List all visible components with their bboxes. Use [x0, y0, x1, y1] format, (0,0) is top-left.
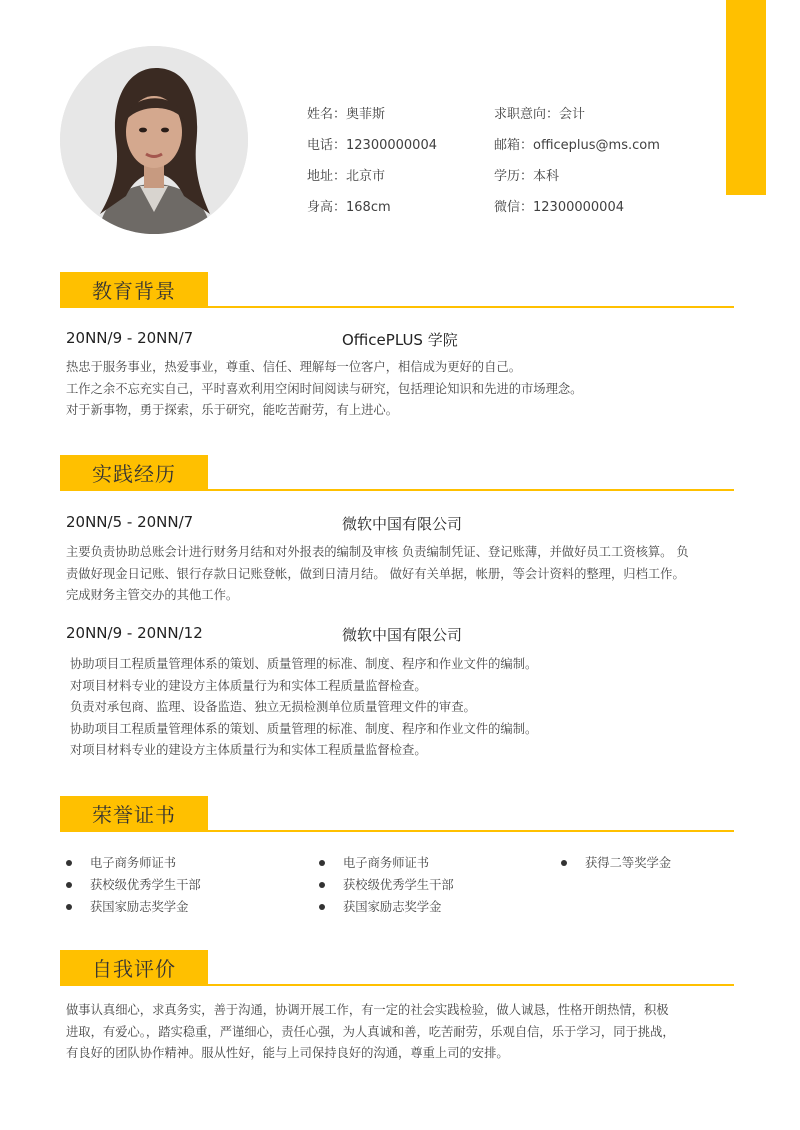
profile-education: 学历：本科 [494, 169, 560, 184]
section-title: 自我评价 [60, 950, 208, 984]
paragraph-line: 做事认真细心，求真务实，善于沟通，协调开展工作，有一定的社会实践检验，做人诚恳，性格开朗热情，积极 [66, 1003, 669, 1017]
bullet-icon [66, 904, 72, 910]
experience-2-date: 20NN/9 - 20NN/12 [66, 624, 203, 642]
paragraph-line: 对项目材料专业的建设方主体质量行为和实体工程质量监督检查。 [70, 678, 427, 693]
section-education-header [60, 272, 734, 308]
section-self-eval-header [60, 950, 734, 986]
experience-1-date: 20NN/5 - 20NN/7 [66, 513, 194, 531]
profile-name: 姓名：奥菲斯 [307, 107, 386, 122]
avatar [60, 46, 248, 234]
bullet-icon [319, 904, 325, 910]
profile-phone: 电话：12300000004 [307, 138, 437, 153]
bullet-icon [66, 860, 72, 866]
section-divider [60, 984, 734, 986]
self-eval-description [66, 1000, 675, 1065]
education-date: 20NN/9 - 20NN/7 [66, 329, 194, 347]
paragraph-line: 负责对承包商、监理、设备监造、独立无损检测单位质量管理文件的审查。 [70, 700, 476, 715]
paragraph-line: 主要负责协助总账会计进行财务月结和对外报表的编制及审核 负责编制凭证、登记账薄，并做好员工工资核算。 负 [66, 545, 689, 559]
section-divider [60, 306, 734, 308]
portrait-photo [60, 46, 248, 234]
experience-1-company: 微软中国有限公司 [342, 515, 463, 533]
paragraph-line: 责做好现金日记账、银行存款日记账登帐，做到日清月结。 做好有关单据，帐册，等会计资料的整理，归档工作。 [66, 566, 685, 581]
section-experience-header [60, 455, 734, 491]
section-divider [60, 489, 734, 491]
experience-2-company: 微软中国有限公司 [342, 626, 463, 644]
bullet-icon [319, 860, 325, 866]
education-school: OfficePLUS 学院 [342, 331, 458, 349]
honor-item: 获国家励志奖学金 [66, 897, 188, 915]
paragraph-line: 对于新事物，勇于探索，乐于研究，能吃苦耐劳，有上进心。 [66, 403, 399, 418]
decorative-accent-bar [726, 0, 766, 195]
honor-item: 获校级优秀学生干部 [66, 875, 201, 893]
profile-address: 地址：北京市 [307, 169, 386, 184]
honor-item: 获得二等奖学金 [561, 853, 671, 871]
paragraph-line: 完成财务主管交办的其他工作。 [66, 588, 239, 603]
paragraph-line: 工作之余不忘充实自己，平时喜欢利用空闲时间阅读与研究，包括理论知识和先进的市场理念。 [66, 381, 583, 396]
bullet-icon [319, 882, 325, 888]
section-title: 荣誉证书 [60, 796, 208, 830]
honor-item: 获校级优秀学生干部 [319, 875, 454, 893]
profile-email: 邮箱：officeplus@ms.com [494, 138, 660, 153]
experience-2-description [70, 654, 537, 762]
honor-item: 电子商务师证书 [66, 853, 176, 871]
bullet-icon [66, 882, 72, 888]
bullet-icon [561, 860, 567, 866]
paragraph-line: 协助项目工程质量管理体系的策划、质量管理的标准、制度、程序和作业文件的编制。 [70, 657, 538, 671]
paragraph-line: 有良好的团队协作精神。服从性好，能与上司保持良好的沟通，尊重上司的安排。 [66, 1046, 509, 1061]
profile-objective: 求职意向：会计 [494, 107, 586, 122]
experience-1-description [66, 542, 689, 607]
paragraph-line: 对项目材料专业的建设方主体质量行为和实体工程质量监督检查。 [70, 743, 427, 758]
profile-wechat: 微信：12300000004 [494, 200, 624, 215]
paragraph-line: 进取，有爱心。，踏实稳重，严谨细心，责任心强，为人真诚和善，吃苦耐劳，乐观自信，乐于学习，同于挑战， [66, 1024, 675, 1039]
section-divider [60, 830, 734, 832]
section-honors-header [60, 796, 734, 832]
education-description [66, 357, 582, 422]
profile-height: 身高：168cm [307, 200, 391, 215]
section-title: 教育背景 [60, 272, 208, 306]
section-title: 实践经历 [60, 455, 208, 489]
honor-item: 电子商务师证书 [319, 853, 429, 871]
honor-item: 获国家励志奖学金 [319, 897, 441, 915]
paragraph-line: 协助项目工程质量管理体系的策划、质量管理的标准、制度、程序和作业文件的编制。 [70, 721, 538, 736]
paragraph-line: 热忠于服务事业，热爱事业，尊重、信任、理解每一位客户，相信成为更好的自己。 [66, 360, 521, 374]
